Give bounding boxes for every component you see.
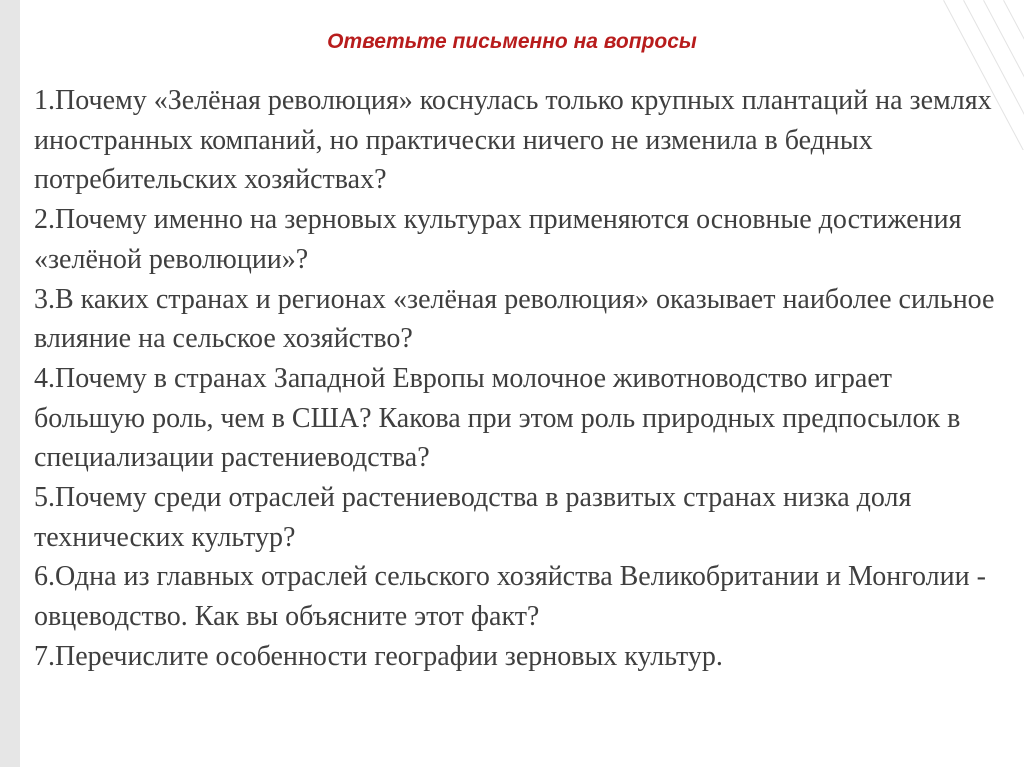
slide-title: Ответьте письменно на вопросы — [327, 30, 697, 53]
question-item: 3.В каких странах и регионах «зелёная революция» оказывает наиболее сильное влияние на сельское хозяйство? — [34, 283, 995, 355]
question-item: 4.Почему в странах Западной Европы молочное животноводство играет большую роль, чем в США? Какова при этом роль природных предпосылок в специализации растениеводства? — [34, 362, 961, 474]
question-item: 7.Перечислите особенности географии зерновых культур. — [34, 640, 723, 672]
question-item: 5.Почему среди отраслей растениеводства в развитых странах низка доля технических культур? — [34, 482, 912, 553]
question-item: 1.Почему «Зелёная революция» коснулась только крупных плантаций на землях иностранных компаний, но практически ничего не изменила в бедных потребительских хозяйствах? — [34, 85, 992, 196]
left-border-decoration — [0, 0, 20, 767]
question-item: 2.Почему именно на зерновых культурах применяются основные достижения «зелёной революции»? — [34, 204, 962, 275]
question-list — [34, 81, 1009, 677]
question-item: 6.Одна из главных отраслей сельского хозяйства Великобритании и Монголии - овцеводство. Как вы объясните этот факт? — [34, 561, 986, 633]
